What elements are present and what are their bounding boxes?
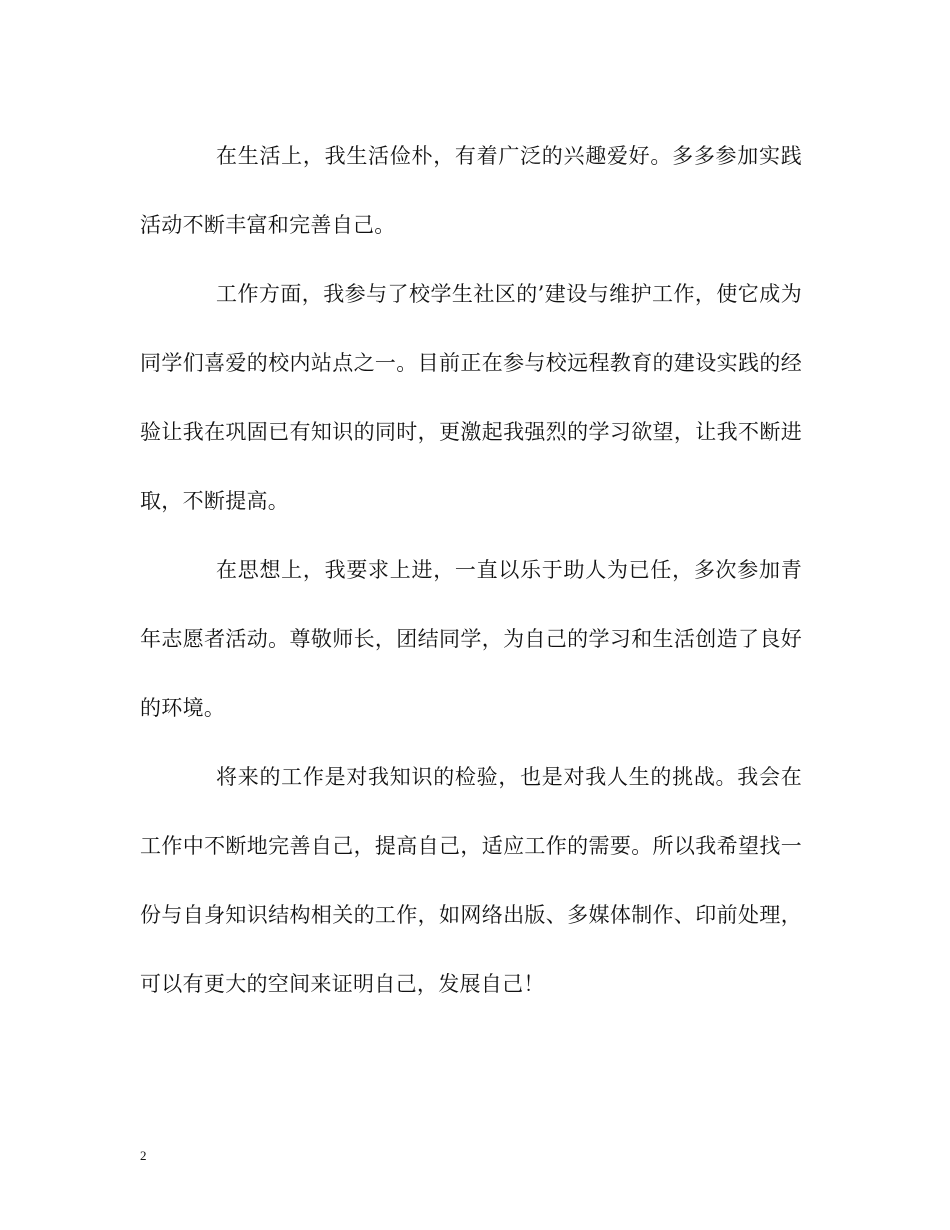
document-body [140, 122, 802, 1019]
paragraph-future: 将来的工作是对我知识的检验，也是对我人生的挑战。我会在工作中不断地完善自己，提高自己，适应工作的需要。所以我希望找一份与自身知识结构相关的工作，如网络出版、多媒体制作、印前处理，可以有更大的空间来证明自己，发展自己！ [140, 765, 802, 996]
paragraph-life: 在生活上，我生活俭朴，有着广泛的兴趣爱好。多多参加实践活动不断丰富和完善自己。 [140, 144, 802, 237]
page-number: 2 [140, 1148, 147, 1163]
paragraph-work: 工作方面，我参与了校学生社区的’建设与维护工作，使它成为同学们喜爱的校内站点之一。目前正在参与校远程教育的建设实践的经验让我在巩固已有知识的同时，更激起我强烈的学习欲望，让我不断进取，不断提高。 [140, 282, 802, 513]
paragraph-thought: 在思想上，我要求上进，一直以乐于助人为已任，多次参加青年志愿者活动。尊敬师长，团结同学，为自己的学习和生活创造了良好的环境。 [140, 558, 802, 720]
